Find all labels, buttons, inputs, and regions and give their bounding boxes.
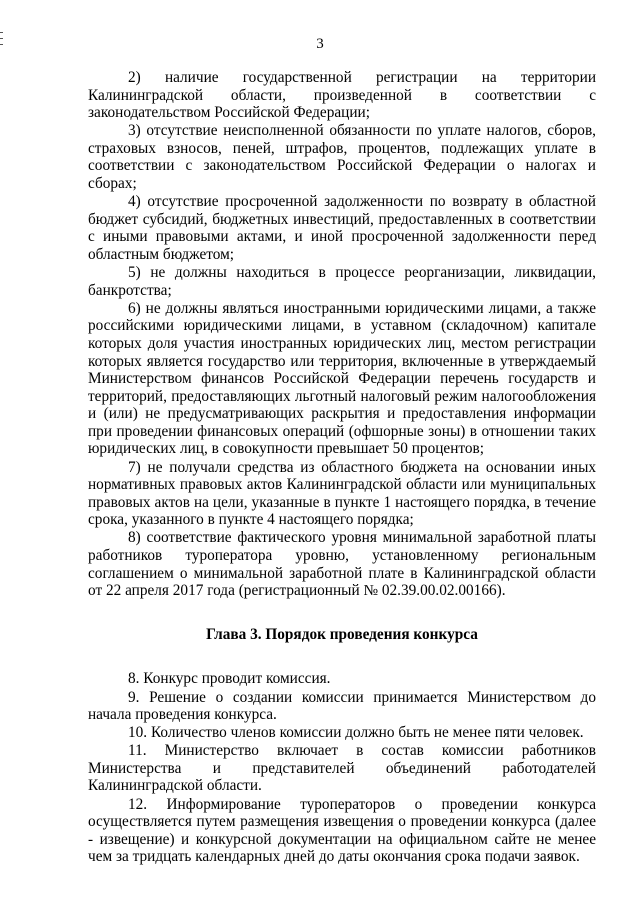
clause-12: 12. Информирование туроператоров о проведении конкурса осуществляется путем размещения извещения о проведении конкурса (далее - извещение) и конкурсной документации на официальном сайте не менее чем за тридцать календарных дней до даты окончания срока подачи заявок. (88, 795, 596, 866)
list-item-4: 4) отсутствие просроченной задолженности по возврату в областной бюджет субсидий, бюджетных инвестиций, предоставленных в соответствии с иными правовыми актами, и иной просроченной задолженности перед областным бюджетом; (88, 193, 596, 263)
clause-10: 10. Количество членов комиссии должно быть не менее пяти человек. (128, 724, 584, 742)
clause-9: 9. Решение о создании комиссии принимается Министерством до начала проведения конкурса. (88, 688, 596, 724)
clause-8: 8. Конкурс проводит комиссия. (128, 670, 331, 688)
document-body (88, 69, 596, 866)
clause-11: 11. Министерство включает в состав комиссии работников Министерства и представителей объединений работодателей Калининградской области. (88, 742, 596, 795)
list-item-3: 3) отсутствие неисполненной обязанности по уплате налогов, сборов, страховых взносов, пеней, штрафов, процентов, подлежащих уплате в соответствии с законодательством Российской Федерации о налогах и сборах; (88, 122, 596, 193)
list-item-2: 2) наличие государственной регистрации на территории Калининградской области, произведенной в соответствии с законодательством Российской Федерации; (88, 69, 596, 122)
list-item-6: 6) не должны являться иностранными юридическими лицами, а также российскими юридическими лицами, в уставном (складочном) капитале которых доля участия иностранных юридических лиц, местом регистрации которых является государство или территория, включенные в утверждаемый Министерством финансов Российской Федерации перечень государств и территорий, предоставляющих льготный налоговый режим налогообложения и (или) не предусматривающих раскрытия и предоставления информации при проведении финансовых операций (офшорные зоны) в отношении таких юридических лиц, в совокупности превышает 50 процентов; (88, 299, 596, 458)
chapter-heading: Глава 3. Порядок проведения конкурса (206, 625, 478, 643)
list-item-8: 8) соответствие фактического уровня минимальной заработной платы работников туроператора уровню, установленному региональным соглашением о минимальной заработной плате в Калининградской области от 22 апреля 2017 года (регистрационный № 02.39.00.02.00166). (88, 529, 596, 600)
page-number: 3 (316, 36, 324, 52)
edge-mark (0, 32, 3, 33)
list-item-7: 7) не получали средства из областного бюджета на основании иных нормативных правовых актов Калининградской области или муниципальных правовых актов на цели, указанные в пункте 1 настоящего порядка, в течение срока, указанного в пункте 4 настоящего порядка; (88, 458, 596, 529)
list-item-5: 5) не должны находиться в процессе реорганизации, ликвидации, банкротства; (88, 264, 596, 299)
